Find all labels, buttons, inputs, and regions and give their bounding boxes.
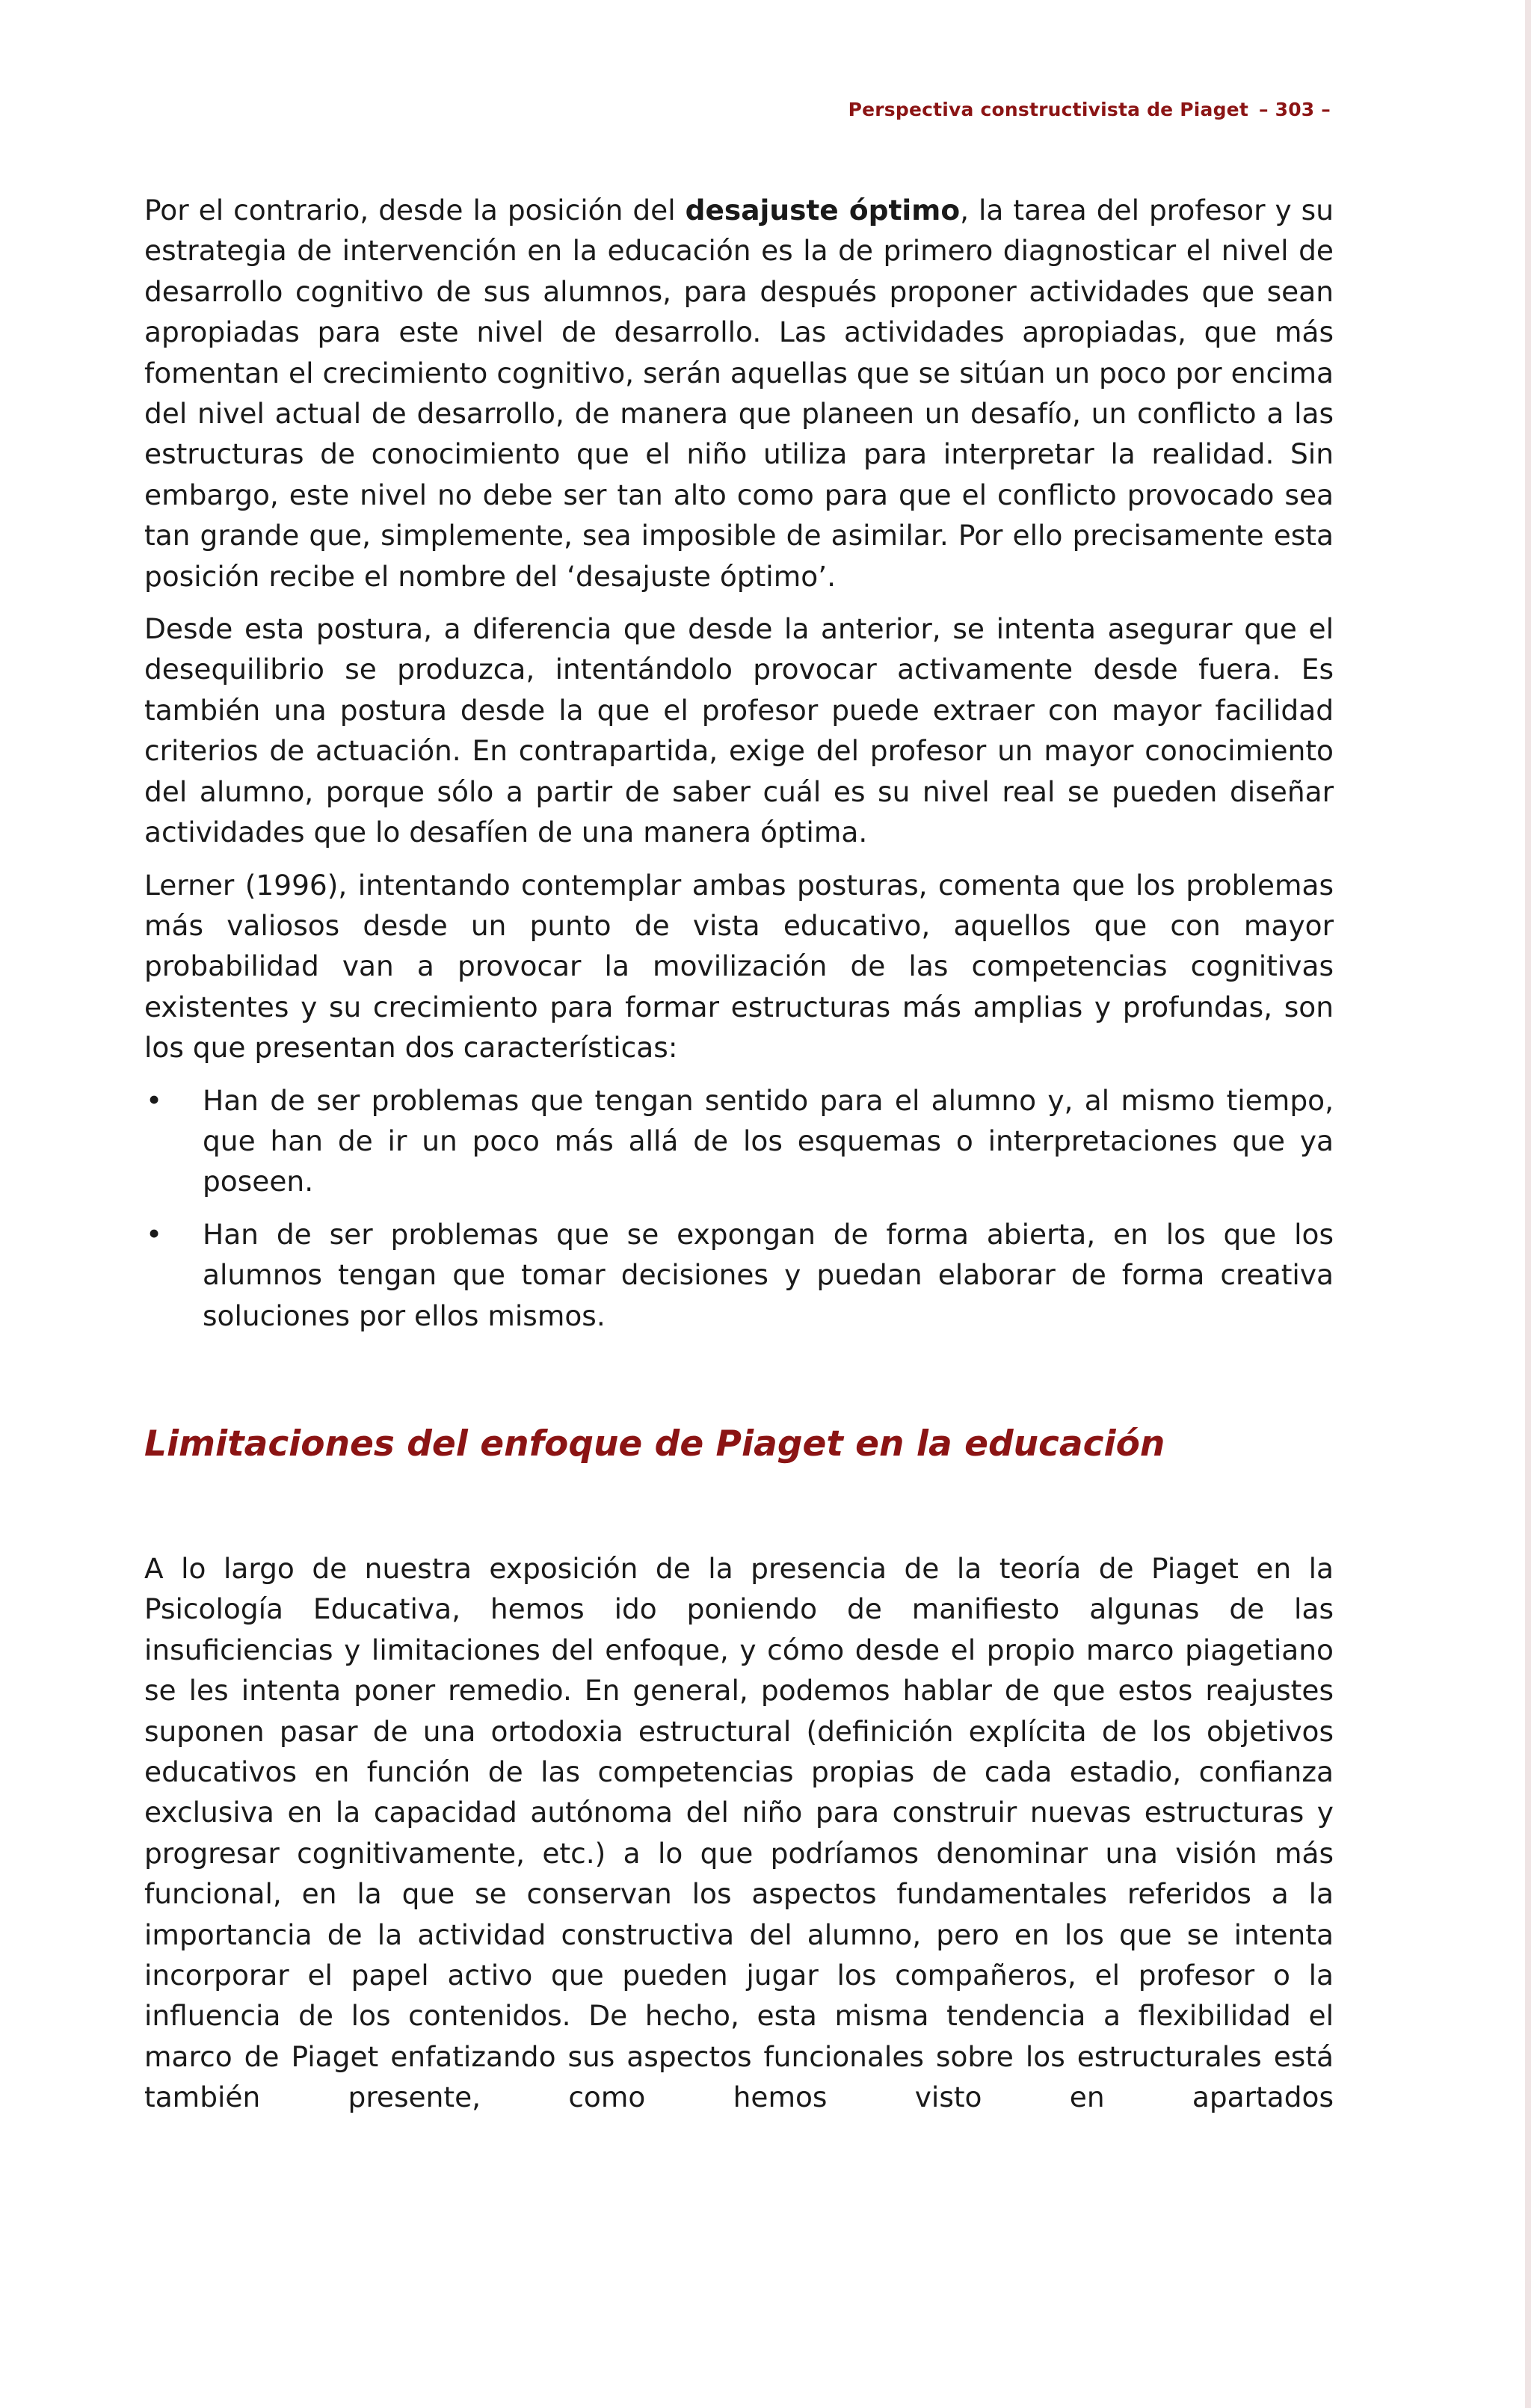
bullet-icon: • [146, 1083, 163, 1117]
paragraph-limitaciones: A lo largo de nuestra exposición de la presencia de la teoría de Piaget en la Psicología Educativa, hemos ido poniendo de manifiesto algunas de las insuficiencias y limitaciones del enfoque, y cómo desde el propio marco piagetiano se les intenta poner remedio. En general, podemos hablar de que estos reajustes suponen pasar de una ortodoxia estructural (definición explícita de los objetivos educativos en función de las competencias propias de cada estadio, confianza exclusiva en la capacidad autónoma del niño para construir nuevas estructuras y progresar cognitivamente, etc.) a lo que podríamos denominar una visión más funcional, en la que se conservan los aspectos fundamentales referidos a la importancia de la actividad constructiva del alumno, pero en los que se intenta incorporar el papel activo que pueden jugar los compañeros, el profesor o la influencia de los contenidos. De hecho, esta misma tendencia a flexibilidad el marco de Piaget enfatizando sus aspectos funcionales sobre los estructurales está también presente, como hemos visto en apartados [144, 1551, 1334, 2114]
paragraph-lerner: Lerner (1996), intentando contemplar ambas posturas, comenta que los problemas más valiosos desde un punto de vista educativo, aquellos que con mayor probabilidad van a provocar la movilización de las competencias cognitivas existentes y su crecimiento para formar estructuras más amplias y profundas, son los que presentan dos características: [144, 868, 1334, 1065]
list-item [144, 1080, 1334, 1202]
page-edge-rule [1525, 0, 1531, 2408]
section-heading: Limitaciones del enfoque de Piaget en la educación [144, 1423, 1165, 1465]
page-content [144, 190, 1334, 2130]
bold-term-desajuste-optimo: desajuste óptimo [685, 194, 961, 227]
page-number: – 303 – [1259, 99, 1331, 120]
characteristics-list [144, 1080, 1334, 1336]
running-title: Perspectiva constructivista de Piaget [848, 99, 1248, 120]
list-item [144, 1214, 1334, 1336]
running-header [848, 99, 1331, 120]
list-item-text: Han de ser problemas que se expongan de forma abierta, en los que los alumnos tengan que tomar decisiones y puedan elaborar de forma creativa soluciones por ellos mismos. [203, 1217, 1334, 1332]
paragraph1-rest: , la tarea del profesor y su estrategia de intervención en la educación es la de primero diagnosticar el nivel de desarrollo cognitivo de sus alumnos, para después proponer actividades que sean apropiadas para este nivel de desarrollo. Las actividades apropiadas, que más fomentan el crecimiento cognitivo, serán aquellas que se sitúan un poco por encima del nivel actual de desarrollo, de manera que planeen un desafío, un conflicto a las estructuras de conocimiento que el niño utiliza para interpretar la realidad. Sin embargo, este nivel no debe ser tan alto como para que el conflicto provocado sea tan grande que, simplemente, sea imposible de asimilar. Por ello precisamente esta posición recibe el nombre del ‘desajuste óptimo’. [144, 194, 1334, 593]
paragraph1-lead: Por el contrario, desde la posición del [144, 194, 686, 227]
bullet-icon: • [146, 1217, 163, 1251]
paragraph-desajuste-optimo [144, 190, 1334, 597]
list-item-text: Han de ser problemas que tengan sentido para el alumno y, al mismo tiempo, que han de ir un poco más allá de los esquemas o interpretaciones que ya poseen. [203, 1083, 1334, 1198]
paragraph-postura: Desde esta postura, a diferencia que desde la anterior, se intenta asegurar que el desequilibrio se produzca, intentándolo provocar activamente desde fuera. Es también una postura desde la que el profesor puede extraer con mayor facilidad criterios de actuación. En contrapartida, exige del profesor un mayor conocimiento del alumno, porque sólo a partir de saber cuál es su nivel real se pueden diseñar actividades que lo desafíen de una manera óptima. [144, 612, 1334, 849]
